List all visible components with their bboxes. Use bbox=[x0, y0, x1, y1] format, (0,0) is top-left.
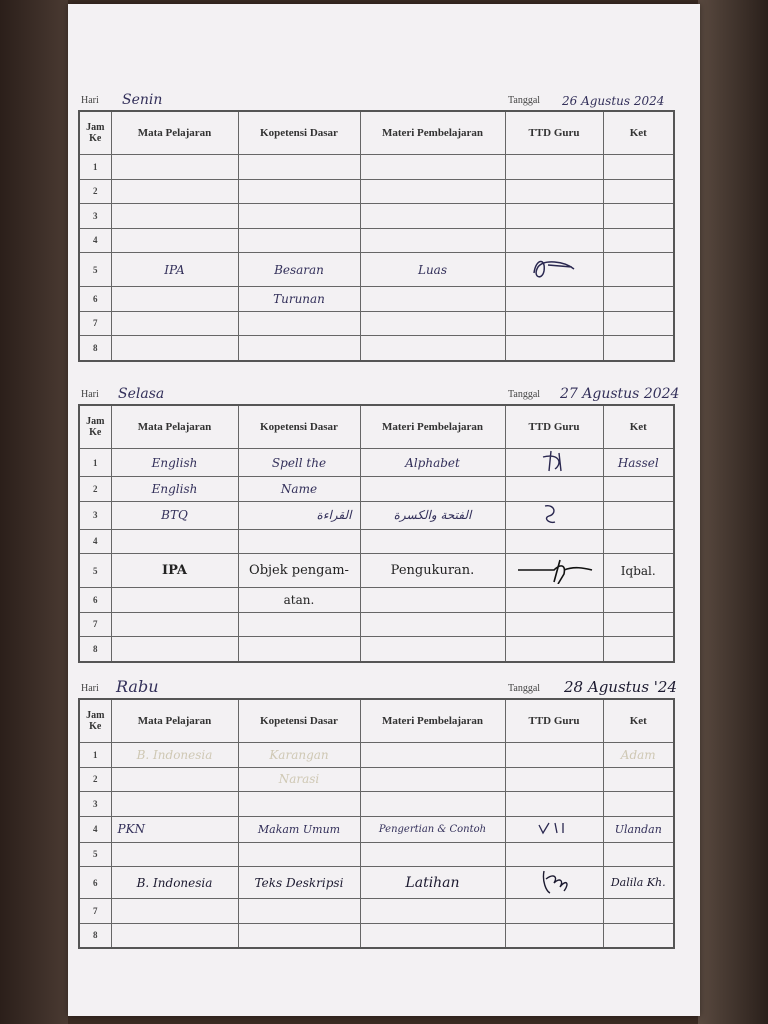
ttd-cell bbox=[505, 155, 603, 180]
mapel-cell bbox=[111, 287, 238, 312]
col-header-ket: Ket bbox=[603, 699, 674, 743]
ttd-cell bbox=[505, 228, 603, 253]
jam-cell: 5 bbox=[79, 842, 111, 867]
jam-cell: 6 bbox=[79, 588, 111, 613]
jam-cell: 5 bbox=[79, 253, 111, 287]
jam-cell: 2 bbox=[79, 767, 111, 792]
schedule-table bbox=[78, 110, 675, 362]
ttd-cell bbox=[505, 477, 603, 502]
table-row bbox=[79, 899, 674, 924]
ket-cell bbox=[603, 529, 674, 554]
table-header-row bbox=[79, 699, 674, 743]
ttd-cell bbox=[505, 311, 603, 336]
ket-cell bbox=[603, 228, 674, 253]
kd-cell bbox=[238, 179, 360, 204]
col-header-materi: Materi Pembelajaran bbox=[360, 111, 505, 155]
table-row bbox=[79, 501, 674, 529]
kd-cell bbox=[238, 311, 360, 336]
materi-cell: Luas bbox=[360, 253, 505, 287]
col-header-mapel: Mata Pelajaran bbox=[111, 111, 238, 155]
materi-cell bbox=[360, 767, 505, 792]
ttd-cell bbox=[505, 204, 603, 229]
hari-label: Hari bbox=[81, 95, 99, 106]
jam-cell: 2 bbox=[79, 179, 111, 204]
ket-cell bbox=[603, 767, 674, 792]
kd-cell bbox=[238, 204, 360, 229]
kd-cell bbox=[238, 923, 360, 948]
mapel-cell: B. Indonesia bbox=[111, 743, 238, 768]
col-header-jam: Jam Ke bbox=[79, 699, 111, 743]
background-right bbox=[698, 0, 768, 1024]
kd-cell bbox=[238, 637, 360, 662]
jam-cell: 8 bbox=[79, 637, 111, 662]
ket-cell bbox=[603, 336, 674, 361]
table-row bbox=[79, 842, 674, 867]
ttd-cell bbox=[505, 792, 603, 817]
jam-cell: 6 bbox=[79, 867, 111, 899]
jam-cell: 1 bbox=[79, 743, 111, 768]
col-header-ttd: TTD Guru bbox=[505, 699, 603, 743]
mapel-cell: IPA bbox=[111, 554, 238, 588]
table-row bbox=[79, 449, 674, 477]
table-row bbox=[79, 923, 674, 948]
hari-value: Rabu bbox=[116, 677, 159, 696]
jam-cell: 6 bbox=[79, 287, 111, 312]
kd-cell: Besaran bbox=[238, 253, 360, 287]
materi-cell: الفتحة والكسرة bbox=[360, 501, 505, 529]
col-header-ttd: TTD Guru bbox=[505, 405, 603, 449]
kd-cell bbox=[238, 228, 360, 253]
jam-cell: 1 bbox=[79, 155, 111, 180]
tanggal-value: 27 Agustus 2024 bbox=[560, 386, 680, 402]
col-header-kd: Kopetensi Dasar bbox=[238, 405, 360, 449]
col-header-materi: Materi Pembelajaran bbox=[360, 405, 505, 449]
table-row bbox=[79, 477, 674, 502]
kd-cell: Makam Umum bbox=[238, 816, 360, 842]
mapel-cell bbox=[111, 228, 238, 253]
ket-cell: Dalila Kh. bbox=[603, 867, 674, 899]
mapel-cell bbox=[111, 792, 238, 817]
jam-cell: 7 bbox=[79, 612, 111, 637]
jam-cell: 1 bbox=[79, 449, 111, 477]
col-header-jam: Jam Ke bbox=[79, 111, 111, 155]
materi-cell: Pengukuran. bbox=[360, 554, 505, 588]
table-row bbox=[79, 792, 674, 817]
ket-cell bbox=[603, 204, 674, 229]
materi-cell bbox=[360, 899, 505, 924]
jam-cell: 7 bbox=[79, 899, 111, 924]
tanggal-label: Tanggal bbox=[508, 683, 541, 694]
ttd-cell bbox=[505, 287, 603, 312]
tanggal-label: Tanggal bbox=[508, 95, 541, 106]
ttd-cell bbox=[505, 842, 603, 867]
journal-page bbox=[68, 4, 700, 1016]
kd-cell: Turunan bbox=[238, 287, 360, 312]
mapel-cell bbox=[111, 529, 238, 554]
ket-cell bbox=[603, 792, 674, 817]
mapel-cell bbox=[111, 155, 238, 180]
mapel-cell bbox=[111, 637, 238, 662]
kd-cell bbox=[238, 529, 360, 554]
kd-cell bbox=[238, 899, 360, 924]
hari-value: Selasa bbox=[118, 386, 165, 402]
teacher-signature bbox=[514, 554, 594, 584]
col-header-materi: Materi Pembelajaran bbox=[360, 699, 505, 743]
hari-label: Hari bbox=[81, 389, 99, 400]
jam-cell: 3 bbox=[79, 204, 111, 229]
teacher-signature bbox=[524, 867, 584, 895]
table-row bbox=[79, 816, 674, 842]
col-header-kd: Kopetensi Dasar bbox=[238, 111, 360, 155]
ket-cell bbox=[603, 923, 674, 948]
ket-cell: Ulandan bbox=[603, 816, 674, 842]
tanggal-label: Tanggal bbox=[508, 389, 541, 400]
ket-cell bbox=[603, 287, 674, 312]
table-row bbox=[79, 867, 674, 899]
ket-cell bbox=[603, 588, 674, 613]
table-row bbox=[79, 155, 674, 180]
tanggal-value: 28 Agustus '24 bbox=[564, 678, 678, 696]
kd-cell: Narasi bbox=[238, 767, 360, 792]
mapel-cell bbox=[111, 204, 238, 229]
ttd-cell bbox=[505, 253, 603, 287]
col-header-jam: Jam Ke bbox=[79, 405, 111, 449]
kd-cell bbox=[238, 155, 360, 180]
tanggal-value: 26 Agustus 2024 bbox=[562, 94, 665, 108]
materi-cell bbox=[360, 228, 505, 253]
schedule-table bbox=[78, 698, 675, 949]
ttd-cell bbox=[505, 529, 603, 554]
table-row bbox=[79, 336, 674, 361]
col-header-mapel: Mata Pelajaran bbox=[111, 699, 238, 743]
materi-cell bbox=[360, 588, 505, 613]
ket-cell bbox=[603, 179, 674, 204]
mapel-cell bbox=[111, 588, 238, 613]
kd-cell bbox=[238, 792, 360, 817]
table-row bbox=[79, 311, 674, 336]
kd-cell: atan. bbox=[238, 588, 360, 613]
table-row bbox=[79, 588, 674, 613]
ttd-cell bbox=[505, 449, 603, 477]
jam-cell: 8 bbox=[79, 336, 111, 361]
ket-cell bbox=[603, 899, 674, 924]
materi-cell bbox=[360, 743, 505, 768]
kd-cell bbox=[238, 842, 360, 867]
kd-cell: القراءة bbox=[238, 501, 360, 529]
day-header bbox=[78, 382, 680, 402]
kd-cell: Name bbox=[238, 477, 360, 502]
table-header-row bbox=[79, 111, 674, 155]
materi-cell bbox=[360, 842, 505, 867]
day-header bbox=[78, 88, 676, 108]
materi-cell bbox=[360, 792, 505, 817]
ttd-cell bbox=[505, 588, 603, 613]
ket-cell bbox=[603, 842, 674, 867]
jam-cell: 7 bbox=[79, 311, 111, 336]
jam-cell: 5 bbox=[79, 554, 111, 588]
materi-cell: Alphabet bbox=[360, 449, 505, 477]
table-row bbox=[79, 743, 674, 768]
mapel-cell bbox=[111, 336, 238, 361]
materi-cell bbox=[360, 529, 505, 554]
ttd-cell bbox=[505, 554, 603, 588]
col-header-ket: Ket bbox=[603, 405, 674, 449]
background-left bbox=[0, 0, 68, 1024]
jam-cell: 2 bbox=[79, 477, 111, 502]
day-header bbox=[78, 676, 676, 696]
ttd-cell bbox=[505, 899, 603, 924]
materi-cell bbox=[360, 155, 505, 180]
ttd-cell bbox=[505, 501, 603, 529]
kd-cell: Teks Deskripsi bbox=[238, 867, 360, 899]
mapel-cell bbox=[111, 842, 238, 867]
materi-cell bbox=[360, 179, 505, 204]
ttd-cell bbox=[505, 637, 603, 662]
jam-cell: 3 bbox=[79, 792, 111, 817]
col-header-ttd: TTD Guru bbox=[505, 111, 603, 155]
teacher-signature bbox=[529, 502, 579, 526]
ttd-cell bbox=[505, 767, 603, 792]
ket-cell bbox=[603, 311, 674, 336]
ttd-cell bbox=[505, 923, 603, 948]
kd-cell: Karangan bbox=[238, 743, 360, 768]
table-row bbox=[79, 204, 674, 229]
schedule-table bbox=[78, 404, 675, 663]
jam-cell: 3 bbox=[79, 501, 111, 529]
mapel-cell: BTQ bbox=[111, 501, 238, 529]
table-row bbox=[79, 612, 674, 637]
mapel-cell bbox=[111, 612, 238, 637]
ttd-cell bbox=[505, 336, 603, 361]
ket-cell bbox=[603, 477, 674, 502]
materi-cell bbox=[360, 612, 505, 637]
jam-cell: 8 bbox=[79, 923, 111, 948]
materi-cell bbox=[360, 311, 505, 336]
mapel-cell bbox=[111, 767, 238, 792]
ket-cell: Adam bbox=[603, 743, 674, 768]
materi-cell bbox=[360, 204, 505, 229]
col-header-mapel: Mata Pelajaran bbox=[111, 405, 238, 449]
teacher-signature bbox=[529, 449, 579, 473]
materi-cell bbox=[360, 287, 505, 312]
teacher-signature bbox=[524, 253, 584, 283]
table-row bbox=[79, 554, 674, 588]
ket-cell bbox=[603, 637, 674, 662]
mapel-cell bbox=[111, 923, 238, 948]
kd-cell bbox=[238, 612, 360, 637]
kd-cell bbox=[238, 336, 360, 361]
jam-cell: 4 bbox=[79, 816, 111, 842]
mapel-cell bbox=[111, 179, 238, 204]
kd-cell: Spell the bbox=[238, 449, 360, 477]
ket-cell bbox=[603, 155, 674, 180]
ket-cell: Hassel bbox=[603, 449, 674, 477]
materi-cell bbox=[360, 477, 505, 502]
kd-cell: Objek pengam- bbox=[238, 554, 360, 588]
ket-cell bbox=[603, 253, 674, 287]
table-row bbox=[79, 767, 674, 792]
materi-cell: Pengertian & Contoh bbox=[360, 816, 505, 842]
col-header-kd: Kopetensi Dasar bbox=[238, 699, 360, 743]
hari-label: Hari bbox=[81, 683, 99, 694]
jam-cell: 4 bbox=[79, 228, 111, 253]
ket-cell bbox=[603, 501, 674, 529]
teacher-signature bbox=[529, 817, 579, 839]
ttd-cell bbox=[505, 612, 603, 637]
mapel-cell: IPA bbox=[111, 253, 238, 287]
table-row bbox=[79, 253, 674, 287]
table-row bbox=[79, 287, 674, 312]
mapel-cell bbox=[111, 899, 238, 924]
table-row bbox=[79, 228, 674, 253]
table-row bbox=[79, 529, 674, 554]
table-row bbox=[79, 179, 674, 204]
materi-cell bbox=[360, 637, 505, 662]
ttd-cell bbox=[505, 867, 603, 899]
materi-cell: Latihan bbox=[360, 867, 505, 899]
mapel-cell: PKN bbox=[111, 816, 238, 842]
materi-cell bbox=[360, 923, 505, 948]
ket-cell bbox=[603, 612, 674, 637]
ttd-cell bbox=[505, 816, 603, 842]
mapel-cell: English bbox=[111, 477, 238, 502]
table-row bbox=[79, 637, 674, 662]
table-header-row bbox=[79, 405, 674, 449]
mapel-cell bbox=[111, 311, 238, 336]
hari-value: Senin bbox=[122, 92, 163, 108]
ttd-cell bbox=[505, 179, 603, 204]
materi-cell bbox=[360, 336, 505, 361]
col-header-ket: Ket bbox=[603, 111, 674, 155]
mapel-cell: English bbox=[111, 449, 238, 477]
ket-cell: Iqbal. bbox=[603, 554, 674, 588]
mapel-cell: B. Indonesia bbox=[111, 867, 238, 899]
jam-cell: 4 bbox=[79, 529, 111, 554]
ttd-cell bbox=[505, 743, 603, 768]
